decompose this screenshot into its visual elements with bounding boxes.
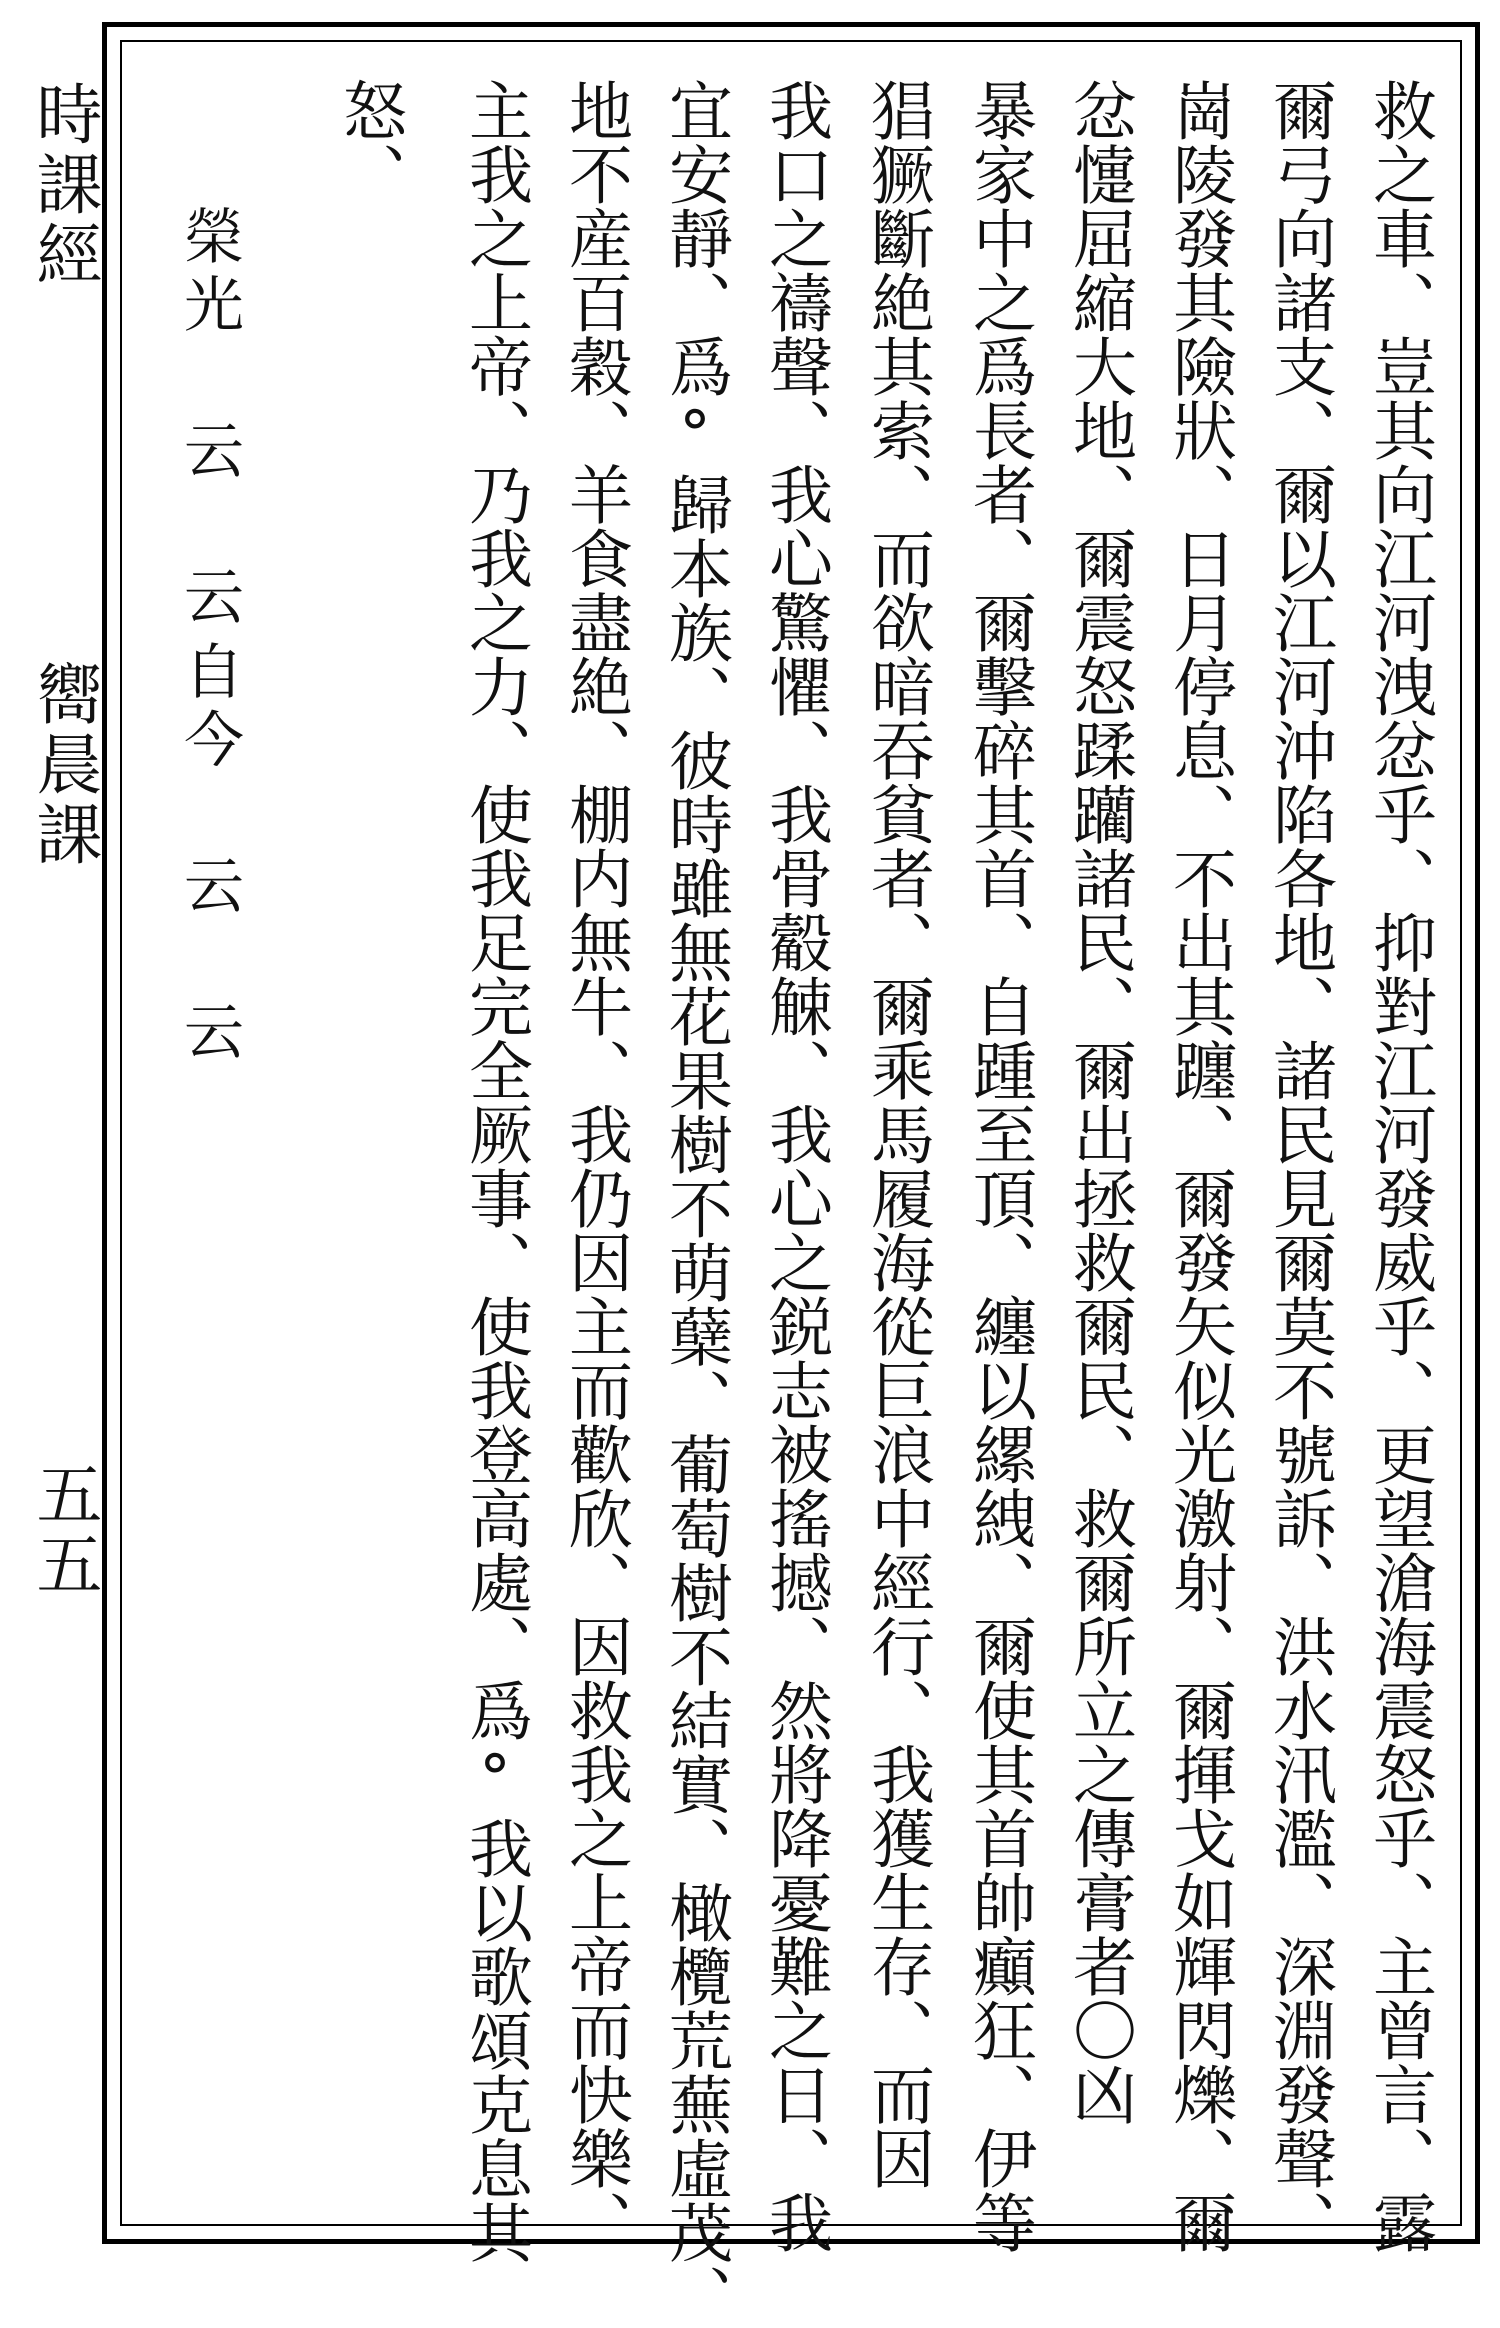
running-title: 時課經 xyxy=(25,80,102,290)
text-column: 宜安靜、爲°歸本族、彼時雖無花果樹不萌蘖、葡萄樹不結實、橄欖荒蕪虛茂、 xyxy=(658,78,732,2328)
text-column: 忿懥屈縮大地、爾震怒蹂躪諸民、爾出拯救爾民、救爾所立之傳膏者〇凶 xyxy=(1062,78,1136,2126)
text-column: 救之車、豈其向江河洩忿乎、抑對江河發威乎、更望滄海震怒乎、主曾言、露 xyxy=(1362,78,1436,2254)
text-column: 爾弓向諸支、爾以江河沖陷各地、諸民見爾莫不號訴、洪水汛濫、深淵發聲、 xyxy=(1262,78,1336,2254)
section-title: 嚮晨課 xyxy=(25,660,102,870)
page-number: 五五 xyxy=(25,1460,102,1600)
text-column: 怒、 xyxy=(332,78,406,206)
text-column: 暴家中之爲長者、爾擊碎其首、自踵至頂、纏以縲絏、爾使其首帥癲狂、伊等 xyxy=(962,78,1036,2254)
text-column: 猖獗斷絶其索、而欲暗吞貧者、爾乘馬履海從巨浪中經行、我獲生存、而因 xyxy=(860,78,934,2190)
liturgical-note: 榮光 云 云 xyxy=(174,205,244,633)
text-column: 地不産百穀、羊食盡絶、棚内無牛、我仍因主而歡欣、因救我之上帝而快樂、 xyxy=(558,78,632,2254)
text-column: 主我之上帝、乃我之力、使我足完全厥事、使我登高處、爲°我以歌頌克息其 xyxy=(458,78,532,2264)
liturgical-note: 自今 云 云 xyxy=(174,640,244,1068)
text-column: 崗陵發其險狀、日月停息、不出其躔、爾發矢似光激射、爾揮戈如輝閃爍、爾 xyxy=(1162,78,1236,2254)
text-column: 我口之禱聲、我心驚懼、我骨觳觫、我心之鋭志被搖撼、然將降憂難之日、我 xyxy=(758,78,832,2254)
